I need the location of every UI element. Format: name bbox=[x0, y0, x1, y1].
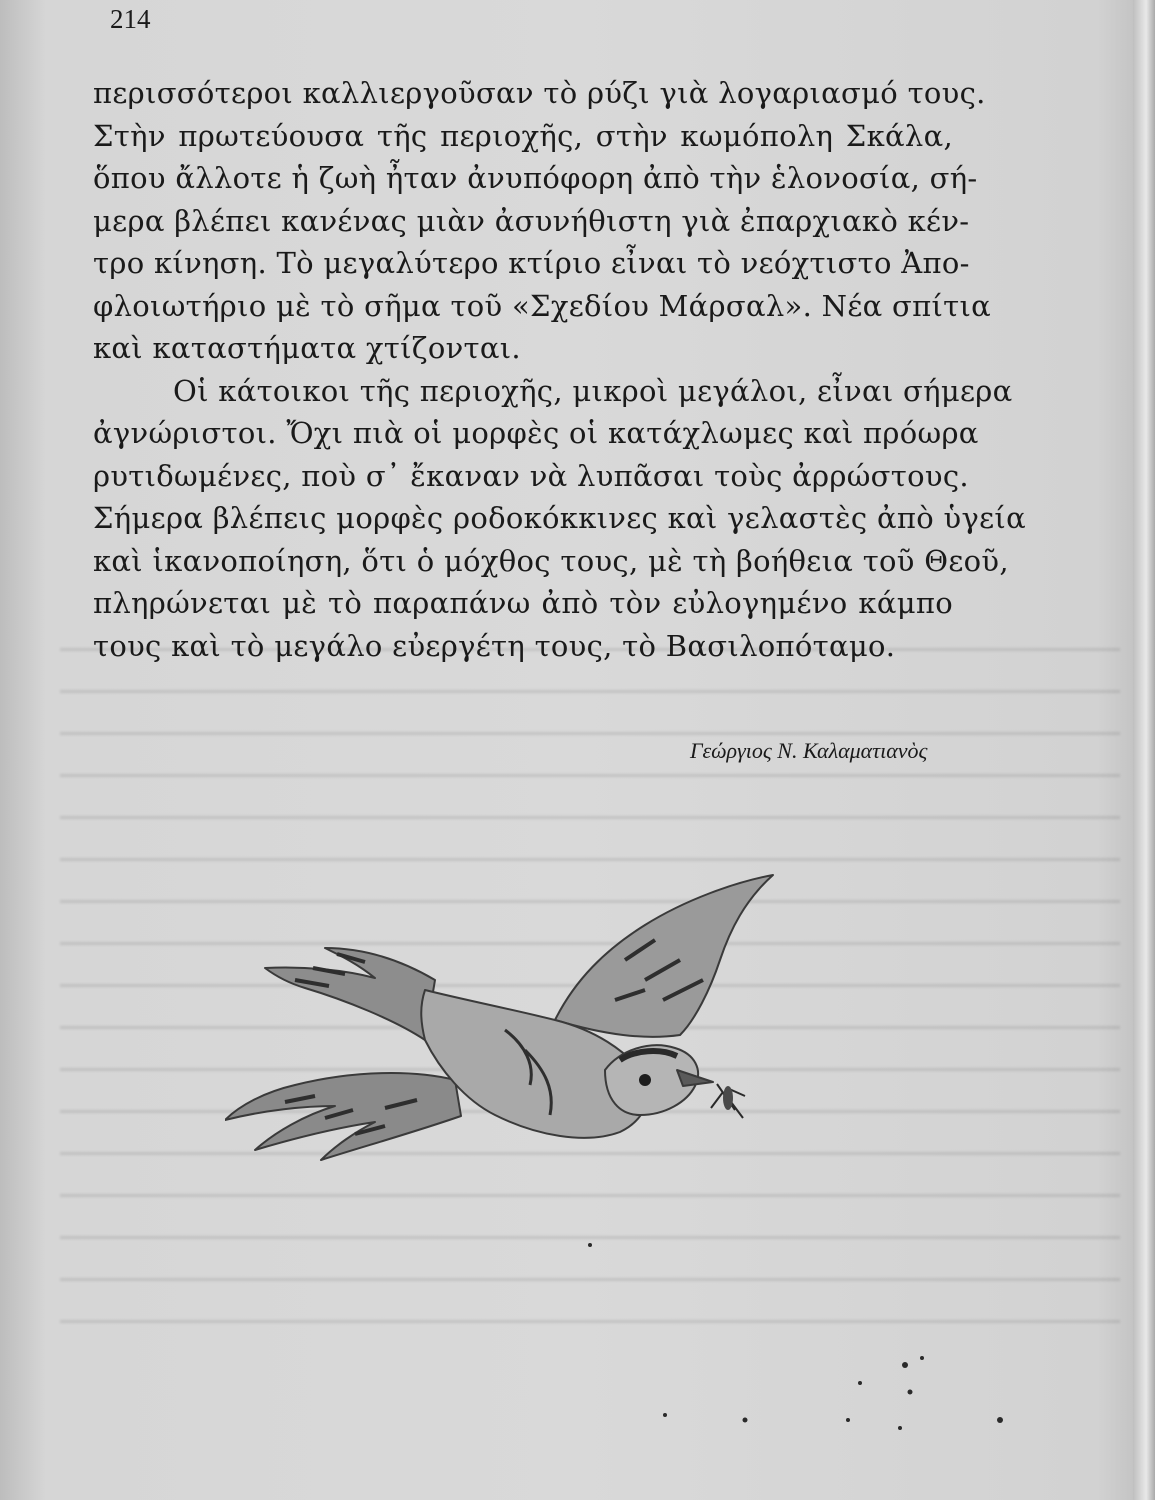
text-line: φλοιωτήριο μὲ τὸ σῆμα τοῦ «Σχεδίου Μάρσαλ». Νέα σπίτια bbox=[93, 288, 992, 323]
text-line: πληρώνεται μὲ τὸ παραπάνω ἀπὸ τὸν εὐλογημένο κάμπο bbox=[93, 586, 953, 620]
text-line: Στὴν πρωτεύουσα τῆς περιοχῆς, στὴν κωμόπολη Σκάλα, bbox=[93, 118, 953, 153]
text-line: μερα βλέπει κανένας μιὰν ἀσυνήθιστη γιὰ ἐπαρχιακὸ κέν- bbox=[93, 203, 970, 238]
text-line: καὶ καταστήματα χτίζονται. bbox=[93, 331, 521, 365]
text-line: καὶ ἱκανοποίηση, ὅτι ὁ μόχθος τους, μὲ τὴ βοήθεια τοῦ Θεοῦ, bbox=[93, 543, 1009, 578]
text-line: ἀγνώριστοι. Ὄχι πιὰ οἱ μορφὲς οἱ κατάχλωμες καὶ πρόωρα bbox=[93, 416, 979, 450]
text-line: Οἱ κάτοικοι τῆς περιοχῆς, μικροὶ μεγάλοι, εἶναι σήμερα bbox=[173, 373, 1013, 408]
author-signature: Γεώργιος Ν. Καλαματιανὸς bbox=[690, 738, 928, 763]
text-line: τους καὶ τὸ μεγάλο εὐεργέτη τους, τὸ Βασιλοπόταμο. bbox=[93, 628, 896, 663]
text-line: ὅπου ἄλλοτε ἡ ζωὴ ἦταν ἀνυπόφορη ἀπὸ τὴν ἑλονοσία, σή- bbox=[93, 161, 978, 195]
text-line: ρυτιδωμένες, ποὺ σ᾽ ἔκαναν νὰ λυπᾶσαι τοὺς ἀρρώστους. bbox=[93, 458, 969, 493]
text-line: περισσότεροι καλλιεργοῦσαν τὸ ρύζι γιὰ λογαριασμό τους. bbox=[93, 76, 986, 110]
page-number: 214 bbox=[110, 4, 151, 34]
text-line: Σήμερα βλέπεις μορφὲς ροδοκόκκινες καὶ γελαστὲς ἀπὸ ὑγεία bbox=[93, 501, 1026, 535]
text-line: τρο κίνηση. Τὸ μεγαλύτερο κτίριο εἶναι τὸ νεόχτιστο Ἀπο- bbox=[93, 246, 970, 280]
body-text bbox=[93, 72, 1026, 667]
swallow-bird-illustration bbox=[225, 870, 785, 1190]
page-edge bbox=[1133, 0, 1155, 1500]
